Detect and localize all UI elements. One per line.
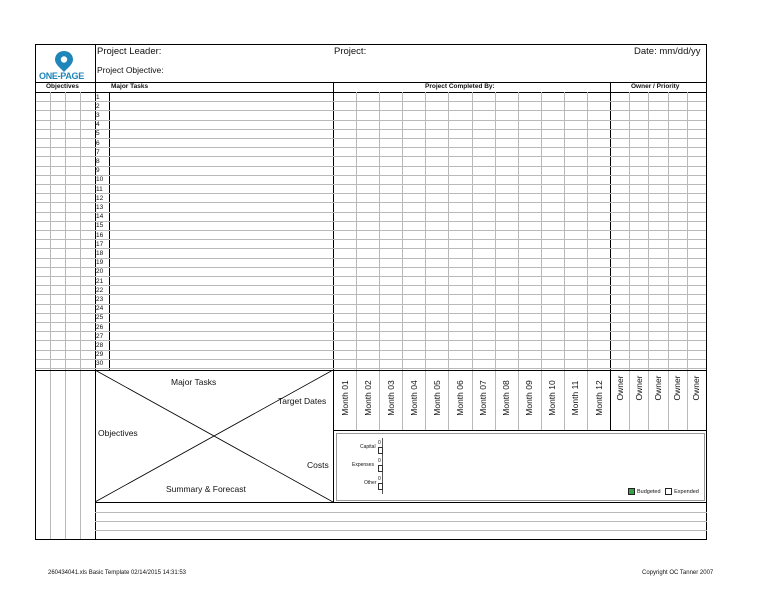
costs-legend xyxy=(628,488,699,495)
footer-file-info: 260434041.xls Basic Template 02/14/2015 14:31:53 xyxy=(48,570,186,576)
budgeted-legend-swatch xyxy=(628,488,635,495)
summary-line-2 xyxy=(95,521,707,522)
task-row-line xyxy=(36,276,706,277)
month-label: Month 10 xyxy=(547,380,558,416)
month-column-line xyxy=(402,92,403,430)
task-number: 5 xyxy=(96,130,100,137)
task-row-line xyxy=(36,322,706,323)
task-number: 10 xyxy=(96,176,104,183)
task-row-line xyxy=(36,248,706,249)
task-row-line xyxy=(36,212,706,213)
task-number: 14 xyxy=(96,213,104,220)
task-row-line xyxy=(36,331,706,332)
objective-column-line xyxy=(80,92,81,539)
frame-left xyxy=(35,44,36,540)
frame-top xyxy=(35,44,707,45)
task-number: 2 xyxy=(96,103,100,110)
task-row-line xyxy=(36,294,706,295)
task-number: 15 xyxy=(96,222,104,229)
month-column-line xyxy=(587,92,588,430)
costs-other-bar xyxy=(378,483,383,490)
task-number: 1 xyxy=(96,94,100,101)
month-label: Month 04 xyxy=(408,380,419,416)
task-number: 7 xyxy=(96,149,100,156)
task-number: 18 xyxy=(96,250,104,257)
task-number: 17 xyxy=(96,241,104,248)
frame-bottom xyxy=(35,539,707,540)
task-row-line xyxy=(36,285,706,286)
month-column-line xyxy=(541,92,542,430)
budgeted-legend-label: Budgeted xyxy=(637,488,661,495)
task-number: 24 xyxy=(96,305,104,312)
task-row-line xyxy=(36,230,706,231)
month-label: Month 01 xyxy=(339,380,350,416)
owner-label: Owner xyxy=(691,375,702,401)
task-row-line xyxy=(36,193,706,194)
month-label: Month 05 xyxy=(431,380,442,416)
month-label: Month 03 xyxy=(385,380,396,416)
task-number: 6 xyxy=(96,140,100,147)
month-column-line xyxy=(356,92,357,430)
project-label: Project: xyxy=(334,46,367,57)
task-row-line xyxy=(36,221,706,222)
month-label: Month 09 xyxy=(524,380,535,416)
summary-line-1 xyxy=(95,512,707,513)
month-column-line xyxy=(518,92,519,430)
task-number: 26 xyxy=(96,324,104,331)
major-tasks-column-header: Major Tasks xyxy=(111,83,149,90)
task-number: 20 xyxy=(96,268,104,275)
task-row-line xyxy=(36,156,706,157)
task-row-line xyxy=(36,340,706,341)
task-number: 12 xyxy=(96,195,104,202)
task-row-line xyxy=(36,129,706,130)
task-row-line xyxy=(36,202,706,203)
task-number: 30 xyxy=(96,360,104,367)
task-number: 3 xyxy=(96,112,100,119)
task-row-line xyxy=(36,304,706,305)
costs-capital-bar xyxy=(378,447,383,454)
task-number: 4 xyxy=(96,121,100,128)
month-label: Month 12 xyxy=(593,380,604,416)
x-target-dates-label: Target Dates xyxy=(278,396,327,406)
month-column-line xyxy=(495,92,496,430)
dates-costs-divider xyxy=(333,430,707,431)
task-row-line xyxy=(36,258,706,259)
months-owners-divider xyxy=(610,82,611,430)
task-row-line xyxy=(36,313,706,314)
objectives-column-header: Objectives xyxy=(46,83,79,90)
x-summary-forecast-label: Summary & Forecast xyxy=(166,484,246,494)
owner-label: Owner xyxy=(633,375,644,401)
month-label: Month 02 xyxy=(362,380,373,416)
x-major-tasks-label: Major Tasks xyxy=(171,377,217,387)
column-header-line xyxy=(35,92,707,93)
task-row-line xyxy=(36,101,706,102)
owner-priority-header: Owner / Priority xyxy=(631,83,680,90)
task-number: 25 xyxy=(96,314,104,321)
owner-column-line xyxy=(629,92,630,430)
project-leader-label: Project Leader: xyxy=(97,46,162,57)
project-completed-by-header: Project Completed By: xyxy=(425,83,495,90)
objective-column-line xyxy=(50,92,51,539)
task-row-line xyxy=(36,350,706,351)
costs-expenses-label: Expenses xyxy=(352,462,374,468)
task-number: 11 xyxy=(96,186,103,193)
month-column-line xyxy=(448,92,449,430)
owner-column-line xyxy=(687,92,688,430)
task-row-line xyxy=(36,239,706,240)
costs-other-value: 0 xyxy=(378,476,381,482)
task-number: 28 xyxy=(96,342,104,349)
objective-column-line xyxy=(65,92,66,539)
costs-other-label: Other xyxy=(364,480,377,486)
task-row-line xyxy=(36,359,706,360)
summary-line-3 xyxy=(95,530,707,531)
month-label: Month 07 xyxy=(478,380,488,416)
task-number: 19 xyxy=(96,259,104,266)
month-column-line xyxy=(472,92,473,430)
frame-right xyxy=(706,44,707,540)
owner-label: Owner xyxy=(672,375,683,401)
month-column-line xyxy=(564,92,565,430)
x-costs-label: Costs xyxy=(307,460,329,470)
task-number: 21 xyxy=(96,278,104,285)
month-column-line xyxy=(425,92,426,430)
month-label: Month 06 xyxy=(455,380,465,416)
costs-capital-label: Capital xyxy=(360,444,376,450)
expended-legend-swatch xyxy=(665,488,672,495)
task-row-line xyxy=(36,368,706,369)
month-label: Month 11 xyxy=(570,380,581,416)
month-label: Month 08 xyxy=(501,380,512,416)
owner-label: Owner xyxy=(614,375,625,401)
task-number: 9 xyxy=(96,167,100,174)
project-objective-label: Project Objective: xyxy=(97,65,164,75)
logo-text: ONE-PAGE xyxy=(39,71,84,81)
x-objectives-label: Objectives xyxy=(98,428,138,438)
task-number: 27 xyxy=(96,333,104,340)
owner-column-line xyxy=(668,92,669,430)
task-row-line xyxy=(36,184,706,185)
expended-legend-label: Expended xyxy=(674,488,699,495)
task-number: 13 xyxy=(96,204,104,211)
date-label: Date: mm/dd/yy xyxy=(634,46,701,57)
month-column-line xyxy=(379,92,380,430)
footer-copyright: Copyright OC Tanner 2007 xyxy=(642,570,714,576)
costs-capital-value: 0 xyxy=(378,440,381,446)
costs-expenses-value: 0 xyxy=(378,458,381,464)
owner-column-line xyxy=(648,92,649,430)
task-number: 22 xyxy=(96,287,104,294)
task-row-line xyxy=(36,110,706,111)
task-number: 16 xyxy=(96,232,104,239)
task-row-line xyxy=(36,175,706,176)
task-row-line xyxy=(36,267,706,268)
task-number: 23 xyxy=(96,296,104,303)
costs-expenses-bar xyxy=(378,465,383,472)
task-row-line xyxy=(36,147,706,148)
task-number: 29 xyxy=(96,351,104,358)
task-row-line xyxy=(36,138,706,139)
task-row-line xyxy=(36,166,706,167)
owner-label: Owner xyxy=(653,375,663,401)
task-row-line xyxy=(36,120,706,121)
task-number: 8 xyxy=(96,158,100,165)
